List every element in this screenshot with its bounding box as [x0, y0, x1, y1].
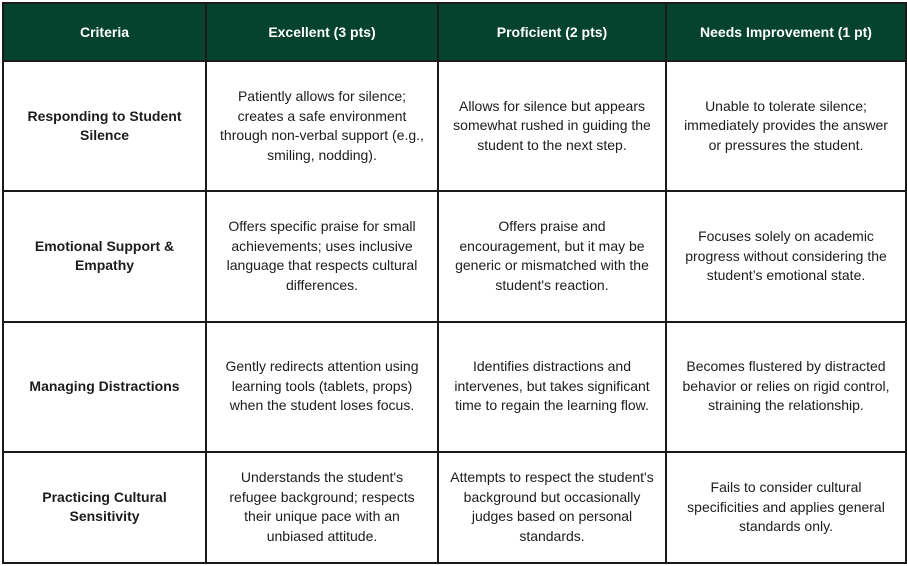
table-row [3, 452, 906, 563]
table-row [3, 61, 906, 191]
needs-improvement-cell: Focuses solely on academic progress without considering the student’s emotional state. [666, 191, 906, 321]
excellent-cell: Gently redirects attention using learning tools (tablets, props) when the student loses focus. [206, 322, 438, 452]
header-criteria: Criteria [3, 3, 206, 61]
needs-improvement-cell: Unable to tolerate silence; immediately provides the answer or pressures the student. [666, 61, 906, 191]
header-excellent: Excellent (3 pts) [206, 3, 438, 61]
proficient-cell: Allows for silence but appears somewhat rushed in guiding the student to the next step. [438, 61, 666, 191]
criteria-cell: Practicing Cultural Sensitivity [3, 452, 206, 563]
needs-improvement-cell: Becomes flustered by distracted behavior or relies on rigid control, straining the relationship. [666, 322, 906, 452]
criteria-cell: Responding to Student Silence [3, 61, 206, 191]
excellent-cell: Patiently allows for silence; creates a safe environment through non-verbal support (e.g., smiling, nodding). [206, 61, 438, 191]
table-row [3, 191, 906, 321]
header-needs-improvement: Needs Improvement (1 pt) [666, 3, 906, 61]
excellent-cell: Understands the student's refugee background; respects their unique pace with an unbiased attitude. [206, 452, 438, 563]
header-row [3, 3, 906, 61]
needs-improvement-cell: Fails to consider cultural specificities and applies general standards only. [666, 452, 906, 563]
table-row [3, 322, 906, 452]
rubric-table [2, 2, 907, 564]
proficient-cell: Identifies distractions and intervenes, but takes significant time to regain the learning flow. [438, 322, 666, 452]
criteria-cell: Managing Distractions [3, 322, 206, 452]
criteria-cell: Emotional Support & Empathy [3, 191, 206, 321]
proficient-cell: Attempts to respect the student's background but occasionally judges based on personal standards. [438, 452, 666, 563]
header-proficient: Proficient (2 pts) [438, 3, 666, 61]
proficient-cell: Offers praise and encouragement, but it may be generic or mismatched with the student's reaction. [438, 191, 666, 321]
excellent-cell: Offers specific praise for small achievements; uses inclusive language that respects cultural differences. [206, 191, 438, 321]
